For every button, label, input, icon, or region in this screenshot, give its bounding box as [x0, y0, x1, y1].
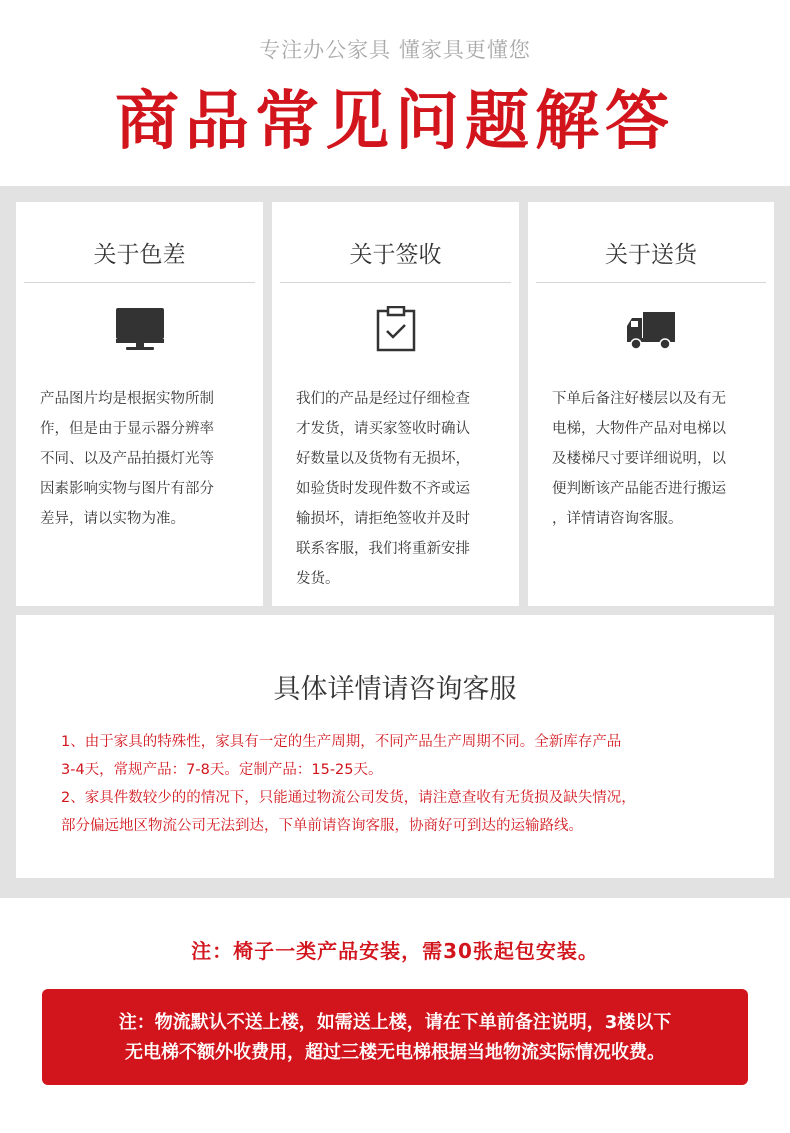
- truck-icon: [625, 306, 677, 352]
- card-delivery: [528, 202, 774, 606]
- page-subtitle: 专注办公家具 懂家具更懂您: [259, 38, 531, 62]
- monitor-icon: [114, 306, 166, 352]
- card-divider: [24, 282, 255, 283]
- card-receipt: [272, 202, 519, 606]
- card-text: 我们的产品是经过仔细检查 才发货，请买家签收时确认 好数量以及货物有无损坏， 如验货时发现件数不齐或运 输损坏，请拒绝签收并及时 联系客服，我们将重新安排 发货。: [296, 391, 470, 587]
- details-card: [16, 615, 774, 878]
- page-header: [0, 0, 790, 186]
- card-text: 产品图片均是根据实物所制 作，但是由于显示器分辨率 不同、以及产品拍摄灯光等 因素影响实物与图片有部分 差异，请以实物为准。: [40, 391, 214, 527]
- card-divider: [280, 282, 511, 283]
- details-title: 具体详情请咨询客服: [273, 674, 517, 705]
- details-text: 1、由于家具的特殊性，家具有一定的生产周期，不同产品生产周期不同。全新库存产品 3-4天，常规产品：7-8天。定制产品：15-25天。 2、家具件数较少的的情况下，只能通过物流公司发货，请注意查收有无货损及缺失情况， 部分偏远地区物流公司无法到达，下单前请咨询客服，协商好可到达的运输路线。: [61, 734, 636, 834]
- card-title: 关于色差: [93, 242, 186, 268]
- chair-installation-note: 注：椅子一类产品安装，需30张起包安装。: [191, 939, 599, 963]
- card-title: 关于签收: [349, 242, 442, 268]
- card-divider: [536, 282, 766, 283]
- page-title: 商品常见问题解答: [115, 85, 675, 159]
- logistics-note-line: 无电梯不额外收费用，超过三楼无电梯根据当地物流实际情况收费。: [125, 1042, 665, 1063]
- card-title: 关于送货: [605, 242, 697, 268]
- checklist-icon: [370, 306, 422, 352]
- card-color-difference: [16, 202, 263, 606]
- logistics-note-banner: [42, 989, 748, 1085]
- logistics-note-line: 注：物流默认不送上楼，如需送上楼，请在下单前备注说明，3楼以下: [118, 1012, 672, 1033]
- card-text: 下单后备注好楼层以及有无 电梯，大物件产品对电梯以 及楼梯尺寸要详细说明，以 便判断该产品能否进行搬运 ，详情请咨询客服。: [552, 391, 726, 527]
